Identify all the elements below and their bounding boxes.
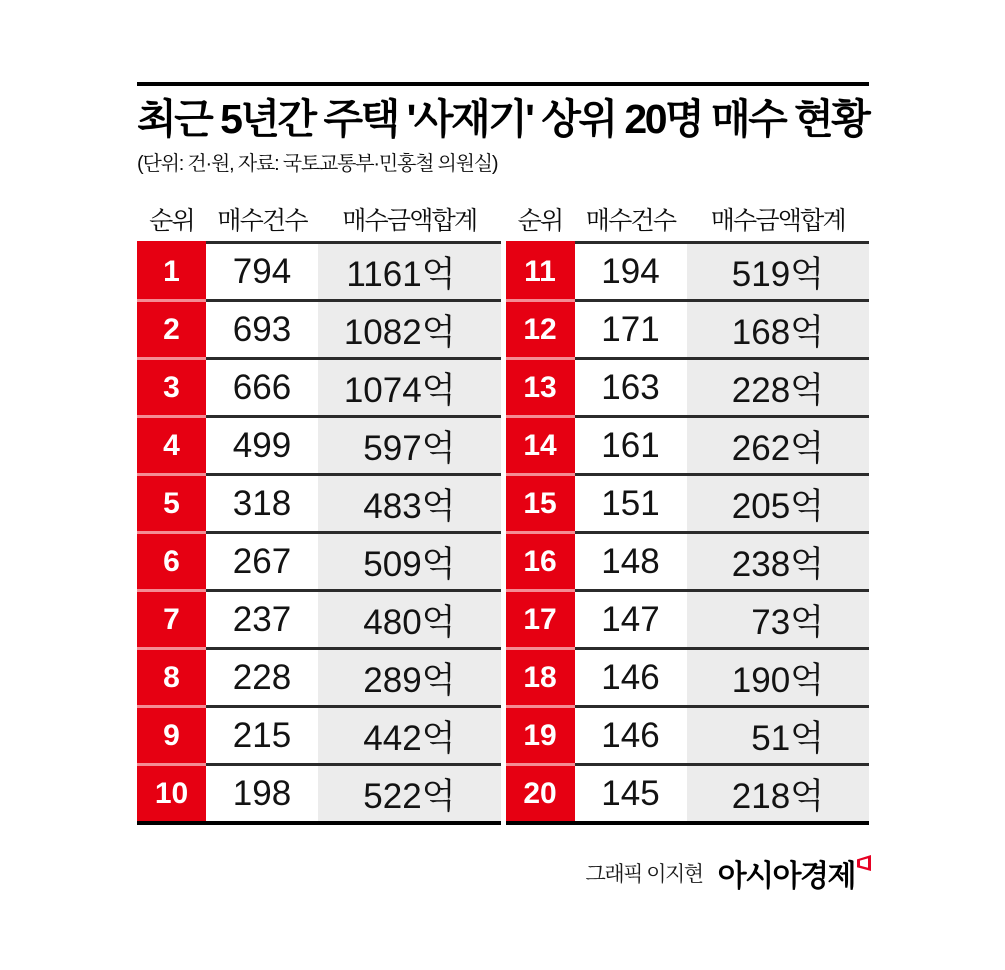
count-cell: 499: [206, 415, 318, 473]
rank-cell: 11: [506, 241, 575, 299]
amount-cell: 262억: [687, 415, 870, 473]
rank-cell: 6: [137, 531, 206, 589]
graphic-credit: 그래픽 이지현: [585, 863, 703, 887]
amount-cell: 73억: [687, 589, 870, 647]
rank-cell: 20: [506, 763, 575, 821]
column-header-rank: 순위: [149, 207, 194, 236]
amount-cell: 51억: [687, 705, 870, 763]
content-area: [137, 82, 869, 895]
table-row: [137, 705, 501, 763]
count-cell: 318: [206, 473, 318, 531]
count-cell: 161: [575, 415, 687, 473]
column-header-count: 매수건수: [217, 207, 307, 236]
count-cell: 148: [575, 531, 687, 589]
amount-cell: 218억: [687, 763, 870, 821]
table-row: [506, 241, 870, 299]
count-cell: 237: [206, 589, 318, 647]
count-cell: 215: [206, 705, 318, 763]
amount-cell: 168억: [687, 299, 870, 357]
amount-cell: 289억: [318, 647, 501, 705]
amount-cell: 480억: [318, 589, 501, 647]
table-body: [506, 241, 870, 825]
rank-cell: 10: [137, 763, 206, 821]
table-row: [506, 299, 870, 357]
rank-cell: 16: [506, 531, 575, 589]
count-cell: 228: [206, 647, 318, 705]
rank-cell: 3: [137, 357, 206, 415]
count-cell: 163: [575, 357, 687, 415]
table-row: [137, 415, 501, 473]
table-row: [506, 415, 870, 473]
amount-cell: 1161억: [318, 241, 501, 299]
count-cell: 198: [206, 763, 318, 821]
rank-cell: 18: [506, 647, 575, 705]
rank-cell: 1: [137, 241, 206, 299]
table-row: [137, 299, 501, 357]
count-cell: 171: [575, 299, 687, 357]
table-row: [137, 647, 501, 705]
rank-cell: 9: [137, 705, 206, 763]
rank-cell: 19: [506, 705, 575, 763]
count-cell: 267: [206, 531, 318, 589]
table-header-row: [137, 197, 501, 241]
count-cell: 194: [575, 241, 687, 299]
count-cell: 666: [206, 357, 318, 415]
rank-cell: 15: [506, 473, 575, 531]
amount-cell: 442억: [318, 705, 501, 763]
table-body: [137, 241, 501, 825]
table-row: [506, 647, 870, 705]
rank-table-1-10: [137, 197, 501, 825]
table-row: [137, 241, 501, 299]
amount-cell: 509억: [318, 531, 501, 589]
rank-cell: 17: [506, 589, 575, 647]
top-divider: [137, 82, 869, 86]
count-cell: 145: [575, 763, 687, 821]
amount-cell: 238억: [687, 531, 870, 589]
brand-flag-icon: [857, 855, 871, 872]
rank-cell: 13: [506, 357, 575, 415]
amount-cell: 228억: [687, 357, 870, 415]
table-row: [506, 531, 870, 589]
column-header-amount: 매수금액합계: [342, 207, 477, 236]
table-row: [137, 473, 501, 531]
rank-cell: 8: [137, 647, 206, 705]
rank-cell: 12: [506, 299, 575, 357]
count-cell: 693: [206, 299, 318, 357]
column-header-amount: 매수금액합계: [710, 207, 845, 236]
table-row: [506, 589, 870, 647]
count-cell: 146: [575, 647, 687, 705]
count-cell: 147: [575, 589, 687, 647]
table-row: [506, 473, 870, 531]
rank-cell: 14: [506, 415, 575, 473]
page-subtitle: (단위: 건·원, 자료: 국토교통부·민홍철 의원실): [137, 153, 498, 176]
amount-cell: 483억: [318, 473, 501, 531]
rank-cell: 5: [137, 473, 206, 531]
table-row: [137, 763, 501, 821]
count-cell: 151: [575, 473, 687, 531]
table-row: [506, 763, 870, 821]
footer: [137, 851, 869, 895]
amount-cell: 190억: [687, 647, 870, 705]
page-title: 최근 5년간 주택 '사재기' 상위 20명 매수 현황: [137, 96, 869, 142]
amount-cell: 1074억: [318, 357, 501, 415]
table-row: [137, 357, 501, 415]
table-row: [506, 357, 870, 415]
column-header-count: 매수건수: [585, 207, 676, 236]
amount-cell: 1082억: [318, 299, 501, 357]
column-header-rank: 순위: [517, 207, 563, 236]
table-row: [506, 705, 870, 763]
table-row: [137, 589, 501, 647]
amount-cell: 597억: [318, 415, 501, 473]
amount-cell: 522억: [318, 763, 501, 821]
count-cell: 146: [575, 705, 687, 763]
rank-cell: 7: [137, 589, 206, 647]
amount-cell: 205억: [687, 473, 870, 531]
table-row: [137, 531, 501, 589]
rank-table-11-20: [506, 197, 870, 825]
rank-cell: 4: [137, 415, 206, 473]
count-cell: 794: [206, 241, 318, 299]
rank-tables: [137, 197, 869, 825]
rank-cell: 2: [137, 299, 206, 357]
brand-logo-text: 아시아경제: [717, 860, 855, 894]
amount-cell: 519억: [687, 241, 870, 299]
table-header-row: [506, 197, 870, 241]
